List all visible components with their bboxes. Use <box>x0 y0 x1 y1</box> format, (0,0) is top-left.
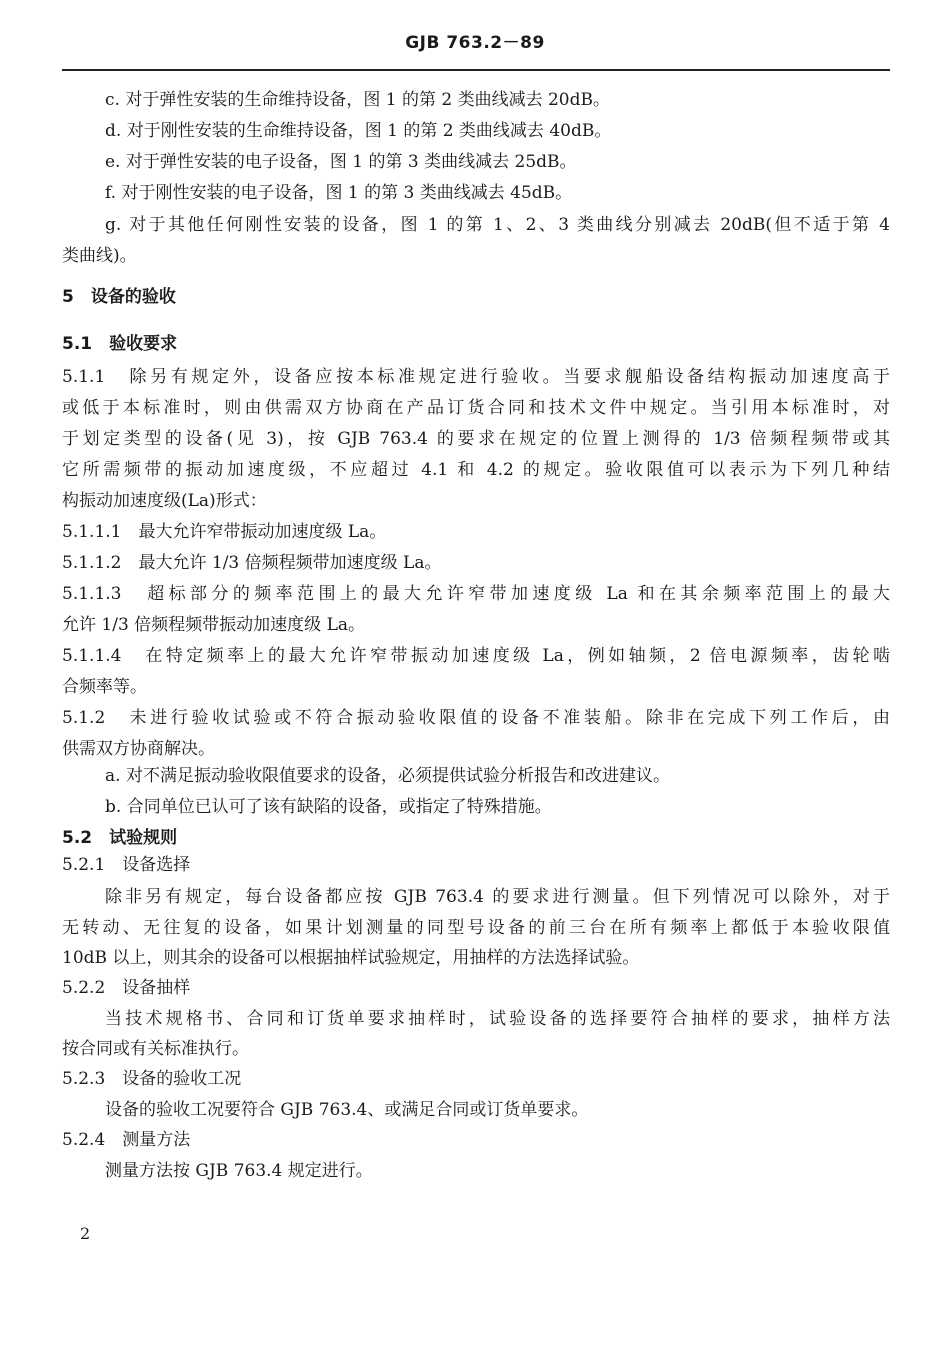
document-header: GJB 763.2－89 <box>405 33 545 53</box>
text-line: 合频率等。 <box>62 677 147 697</box>
text-line: 5.1.2 未进行验收试验或不符合振动验收限值的设备不准装船。除非在完成下列工作后，由 <box>62 708 890 728</box>
text-line: 供需双方协商解决。 <box>62 739 215 759</box>
text-line: b. 合同单位已认可了该有缺陷的设备，或指定了特殊措施。 <box>105 797 552 817</box>
text-line: a. 对不满足振动验收限值要求的设备，必须提供试验分析报告和改进建议。 <box>105 766 670 786</box>
section-heading: 5.2 试验规则 <box>62 828 178 848</box>
text-line: 允许 1/3 倍频程频带振动加速度级 La。 <box>62 615 365 635</box>
text-line: 5.1.1 除另有规定外，设备应按本标准规定进行验收。当要求舰船设备结构振动加速度高于 <box>62 367 890 387</box>
text-line: 5.2.3 设备的验收工况 <box>62 1069 242 1089</box>
section-heading: 5 设备的验收 <box>62 287 176 307</box>
text-line: c. 对于弹性安装的生命维持设备，图 1 的第 2 类曲线减去 20dB。 <box>105 90 610 110</box>
text-line: 5.1.1.1 最大允许窄带振动加速度级 La。 <box>62 522 387 542</box>
header-rule <box>62 69 890 71</box>
text-line: 构振动加速度级(La)形式： <box>62 491 267 511</box>
text-line: 5.1.1.2 最大允许 1/3 倍频程频带加速度级 La。 <box>62 553 442 573</box>
text-line: 5.2.4 测量方法 <box>62 1130 191 1150</box>
text-line: 类曲线)。 <box>62 246 137 266</box>
text-line: 5.1.1.4 在特定频率上的最大允许窄带振动加速度级 La，例如轴频，2 倍电源频率，齿轮啮 <box>62 646 890 666</box>
text-line: e. 对于弹性安装的电子设备，图 1 的第 3 类曲线减去 25dB。 <box>105 152 577 172</box>
text-line: 5.1.1.3 超标部分的频率范围上的最大允许窄带加速度级 La 和在其余频率范围上的最大 <box>62 584 890 604</box>
text-line: 5.2.2 设备抽样 <box>62 978 191 998</box>
text-line: 或低于本标准时，则由供需双方协商在产品订货合同和技术文件中规定。当引用本标准时，对 <box>62 398 890 418</box>
text-line: f. 对于刚性安装的电子设备，图 1 的第 3 类曲线减去 45dB。 <box>105 183 573 203</box>
text-line: 当技术规格书、合同和订货单要求抽样时，试验设备的选择要符合抽样的要求，抽样方法 <box>105 1009 890 1029</box>
text-line: d. 对于刚性安装的生命维持设备，图 1 的第 2 类曲线减去 40dB。 <box>105 121 612 141</box>
text-line: 除非另有规定，每台设备都应按 GJB 763.4 的要求进行测量。但下列情况可以除外，对于 <box>105 887 890 907</box>
text-line: 于划定类型的设备(见 3)，按 GJB 763.4 的要求在规定的位置上测得的 1/3 倍频程频带或其 <box>62 429 890 449</box>
text-line: 测量方法按 GJB 763.4 规定进行。 <box>105 1161 373 1181</box>
section-heading: 5.1 验收要求 <box>62 334 178 354</box>
text-line: 按合同或有关标准执行。 <box>62 1039 249 1059</box>
text-line: g. 对于其他任何刚性安装的设备，图 1 的第 1、2、3 类曲线分别减去 20dB(但不适于第 4 <box>105 215 890 235</box>
text-line: 5.2.1 设备选择 <box>62 855 191 875</box>
text-line: 它所需频带的振动加速度级，不应超过 4.1 和 4.2 的规定。验收限值可以表示为下列几种结 <box>62 460 890 480</box>
text-line: 无转动、无往复的设备，如果计划测量的同型号设备的前三台在所有频率上都低于本验收限值 <box>62 918 890 938</box>
text-line: 10dB 以上，则其余的设备可以根据抽样试验规定，用抽样的方法选择试验。 <box>62 948 640 968</box>
text-line: 设备的验收工况要符合 GJB 763.4、或满足合同或订货单要求。 <box>105 1100 589 1120</box>
page-number: 2 <box>80 1224 91 1243</box>
